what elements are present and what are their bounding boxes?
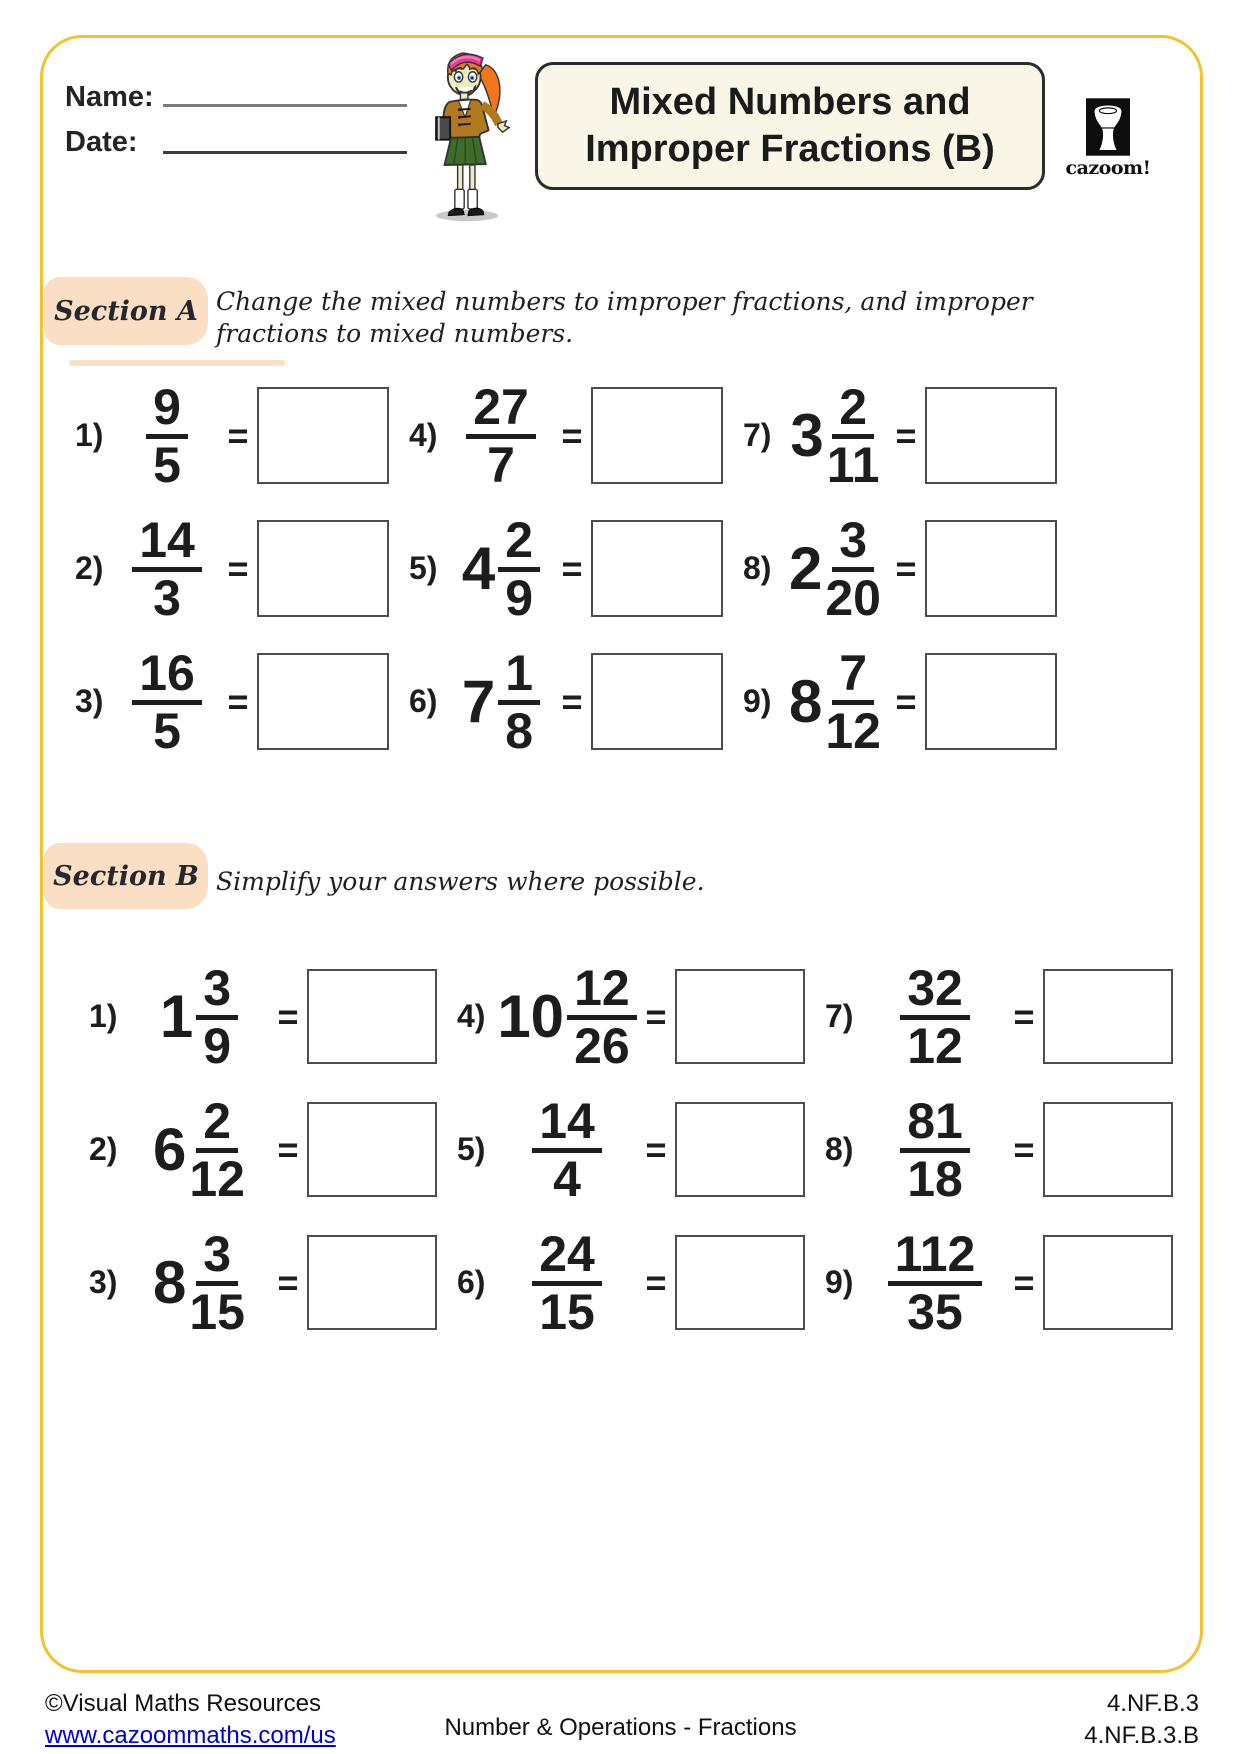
problem-expression xyxy=(865,959,1005,1074)
problem-expression xyxy=(497,959,637,1074)
answer-box[interactable] xyxy=(925,653,1057,750)
equals-sign: = xyxy=(277,995,299,1037)
problem-number: 2) xyxy=(75,550,104,586)
numerator: 32 xyxy=(900,965,970,1020)
problem-number: 3) xyxy=(89,1264,118,1300)
answer-box[interactable] xyxy=(257,520,389,617)
denominator: 5 xyxy=(153,702,181,759)
worksheet-frame xyxy=(40,35,1203,1673)
problem-row xyxy=(821,950,1177,1083)
whole-number: 1 xyxy=(159,982,194,1050)
denominator: 15 xyxy=(539,1283,595,1340)
denominator: 20 xyxy=(825,569,881,626)
problem-number: 7) xyxy=(825,998,854,1034)
instruction-line: Simplify your answers where possible. xyxy=(216,867,705,896)
date-label: Date: xyxy=(65,126,138,158)
numerator: 9 xyxy=(146,384,188,439)
denominator: 12 xyxy=(189,1150,245,1207)
cazoom-drum-icon xyxy=(1086,98,1130,156)
problem-row xyxy=(405,502,727,635)
denominator: 35 xyxy=(907,1283,963,1340)
equals-sign: = xyxy=(1013,1128,1035,1170)
problem-expression xyxy=(115,644,219,759)
fraction xyxy=(132,644,202,759)
fraction xyxy=(532,1225,602,1340)
section-a-instructions xyxy=(216,286,1033,350)
section-b-label: Section B xyxy=(53,860,199,892)
footer-topic: Number & Operations - Fractions xyxy=(444,1714,797,1741)
answer-box[interactable] xyxy=(307,969,437,1064)
problem-expression xyxy=(115,378,219,493)
problem-expression xyxy=(129,1225,269,1340)
fraction xyxy=(466,378,536,493)
fraction xyxy=(900,959,970,1074)
fraction xyxy=(532,1092,602,1207)
fraction xyxy=(146,378,188,493)
denominator: 4 xyxy=(553,1150,581,1207)
denominator: 15 xyxy=(189,1283,245,1340)
whole-number: 8 xyxy=(153,1248,187,1316)
fraction xyxy=(900,1092,970,1207)
cazoom-logo-text: cazoom! xyxy=(1065,157,1151,179)
equals-sign: = xyxy=(227,680,249,722)
numerator: 12 xyxy=(567,965,637,1020)
problem-number: 8) xyxy=(743,550,772,586)
equals-sign: = xyxy=(895,547,917,589)
equals-sign: = xyxy=(561,547,583,589)
numerator: 3 xyxy=(832,517,874,572)
answer-box[interactable] xyxy=(925,387,1057,484)
answer-box[interactable] xyxy=(591,387,723,484)
answer-box[interactable] xyxy=(925,520,1057,617)
problem-number: 7) xyxy=(743,417,772,453)
fraction xyxy=(567,959,637,1074)
answer-box[interactable] xyxy=(257,387,389,484)
problem-row xyxy=(71,369,393,502)
problem-number: 8) xyxy=(825,1131,854,1167)
denominator: 12 xyxy=(907,1017,963,1074)
problem-number: 1) xyxy=(75,417,104,453)
fraction xyxy=(888,1225,983,1340)
problem-expression xyxy=(497,1092,637,1207)
denominator: 12 xyxy=(825,702,881,759)
problem-expression xyxy=(129,1092,269,1207)
problem-number: 6) xyxy=(409,683,438,719)
fraction xyxy=(498,511,540,626)
numerator: 16 xyxy=(132,650,202,705)
whole-number: 2 xyxy=(789,534,823,602)
problem-number: 3) xyxy=(75,683,104,719)
fraction xyxy=(825,511,881,626)
problem-number: 1) xyxy=(89,998,118,1034)
problem-number: 9) xyxy=(743,683,772,719)
fraction xyxy=(826,378,880,493)
answer-box[interactable] xyxy=(1043,969,1173,1064)
problem-row xyxy=(71,502,393,635)
whole-number: 7 xyxy=(461,667,496,735)
name-label: Name: xyxy=(65,81,154,113)
fraction xyxy=(196,959,238,1074)
problem-row xyxy=(739,369,1061,502)
date-field[interactable] xyxy=(163,151,407,154)
numerator: 27 xyxy=(466,384,536,439)
problem-row xyxy=(85,1216,441,1349)
answer-box[interactable] xyxy=(675,969,805,1064)
equals-sign: = xyxy=(227,414,249,456)
numerator: 81 xyxy=(900,1098,970,1153)
equals-sign: = xyxy=(1013,1261,1035,1303)
numerator: 14 xyxy=(532,1098,602,1153)
worksheet-title-line1: Mixed Numbers and xyxy=(609,80,971,123)
numerator: 1 xyxy=(498,650,540,705)
whole-number: 8 xyxy=(789,667,823,735)
whole-number: 6 xyxy=(153,1115,187,1183)
fraction xyxy=(132,511,202,626)
worksheet-title-line2: Improper Fractions (B) xyxy=(585,128,995,170)
instruction-line: Change the mixed numbers to improper fractions, and improper xyxy=(216,287,1033,316)
equals-sign: = xyxy=(645,1261,667,1303)
problem-row xyxy=(71,635,393,768)
problem-row xyxy=(821,1083,1177,1216)
equals-sign: = xyxy=(561,680,583,722)
denominator: 9 xyxy=(505,569,534,626)
numerator: 3 xyxy=(196,1231,238,1286)
problem-number: 9) xyxy=(825,1264,854,1300)
equals-sign: = xyxy=(227,547,249,589)
answer-box[interactable] xyxy=(591,653,723,750)
section-b-instructions xyxy=(216,866,705,898)
cazoom-logo xyxy=(1063,98,1153,179)
problem-row xyxy=(739,635,1061,768)
problem-number: 4) xyxy=(409,417,438,453)
answer-box[interactable] xyxy=(257,653,389,750)
problem-row xyxy=(739,502,1061,635)
denominator: 7 xyxy=(487,436,515,493)
equals-sign: = xyxy=(277,1261,299,1303)
equals-sign: = xyxy=(645,995,667,1037)
problem-expression xyxy=(783,378,887,493)
problem-expression xyxy=(497,1225,637,1340)
denominator: 11 xyxy=(826,436,880,493)
section-a-underline-decoration xyxy=(69,360,285,366)
numerator: 3 xyxy=(196,965,238,1020)
problem-number: 5) xyxy=(409,550,438,586)
equals-sign: = xyxy=(277,1128,299,1170)
numerator: 24 xyxy=(532,1231,602,1286)
problem-number: 4) xyxy=(457,998,486,1034)
answer-box[interactable] xyxy=(591,520,723,617)
answer-box[interactable] xyxy=(307,1102,437,1197)
standard-code-1: 4.NF.B.3 xyxy=(1106,1690,1199,1717)
whole-number: 3 xyxy=(790,401,824,469)
answer-box[interactable] xyxy=(675,1235,805,1330)
numerator: 2 xyxy=(196,1098,238,1153)
problem-expression xyxy=(865,1225,1005,1340)
whole-number: 10 xyxy=(497,982,565,1050)
problem-row xyxy=(453,950,809,1083)
fraction xyxy=(825,644,881,759)
problem-expression xyxy=(449,644,553,759)
numerator: 112 xyxy=(888,1231,983,1286)
numerator: 2 xyxy=(832,384,874,439)
problem-expression xyxy=(783,511,887,626)
problem-expression xyxy=(865,1092,1005,1207)
denominator: 18 xyxy=(907,1150,963,1207)
section-a-header xyxy=(44,277,208,345)
problem-expression xyxy=(449,511,553,626)
denominator: 3 xyxy=(153,569,181,626)
equals-sign: = xyxy=(561,414,583,456)
standard-code-2: 4.NF.B.3.B xyxy=(1084,1722,1199,1750)
fraction xyxy=(498,644,540,759)
denominator: 5 xyxy=(153,436,181,493)
equals-sign: = xyxy=(895,414,917,456)
problem-number: 5) xyxy=(457,1131,486,1167)
problem-expression xyxy=(783,644,887,759)
problem-expression xyxy=(449,378,553,493)
problem-expression xyxy=(115,511,219,626)
problem-number: 6) xyxy=(457,1264,486,1300)
section-a-label: Section A xyxy=(54,295,198,327)
instruction-line: fractions to mixed numbers. xyxy=(216,319,574,348)
numerator: 7 xyxy=(832,650,874,705)
section-b-header xyxy=(44,843,208,909)
fraction xyxy=(189,1092,245,1207)
section-a-problems xyxy=(71,369,1061,768)
problem-number: 2) xyxy=(89,1131,118,1167)
denominator: 8 xyxy=(505,702,534,759)
answer-box[interactable] xyxy=(1043,1235,1173,1330)
answer-box[interactable] xyxy=(1043,1102,1173,1197)
problem-row xyxy=(453,1083,809,1216)
problem-row xyxy=(405,369,727,502)
denominator: 26 xyxy=(574,1017,630,1074)
problem-row xyxy=(821,1216,1177,1349)
problem-row xyxy=(405,635,727,768)
problem-row xyxy=(85,1083,441,1216)
problem-row xyxy=(85,950,441,1083)
website-link[interactable]: www.cazoommaths.com/us xyxy=(45,1722,336,1750)
equals-sign: = xyxy=(895,680,917,722)
worksheet-title-box xyxy=(535,62,1045,190)
whole-number: 4 xyxy=(461,534,496,602)
denominator: 9 xyxy=(203,1017,232,1074)
footer-standards xyxy=(1084,1688,1199,1753)
numerator: 14 xyxy=(132,517,202,572)
student-girl-illustration xyxy=(418,46,516,224)
section-b-problems xyxy=(85,950,1177,1349)
answer-box[interactable] xyxy=(675,1102,805,1197)
equals-sign: = xyxy=(645,1128,667,1170)
equals-sign: = xyxy=(1013,995,1035,1037)
copyright-text: ©Visual Maths Resources xyxy=(45,1690,322,1717)
answer-box[interactable] xyxy=(307,1235,437,1330)
name-field[interactable] xyxy=(163,104,407,107)
problem-expression xyxy=(129,959,269,1074)
fraction xyxy=(189,1225,245,1340)
numerator: 2 xyxy=(498,517,540,572)
problem-row xyxy=(453,1216,809,1349)
